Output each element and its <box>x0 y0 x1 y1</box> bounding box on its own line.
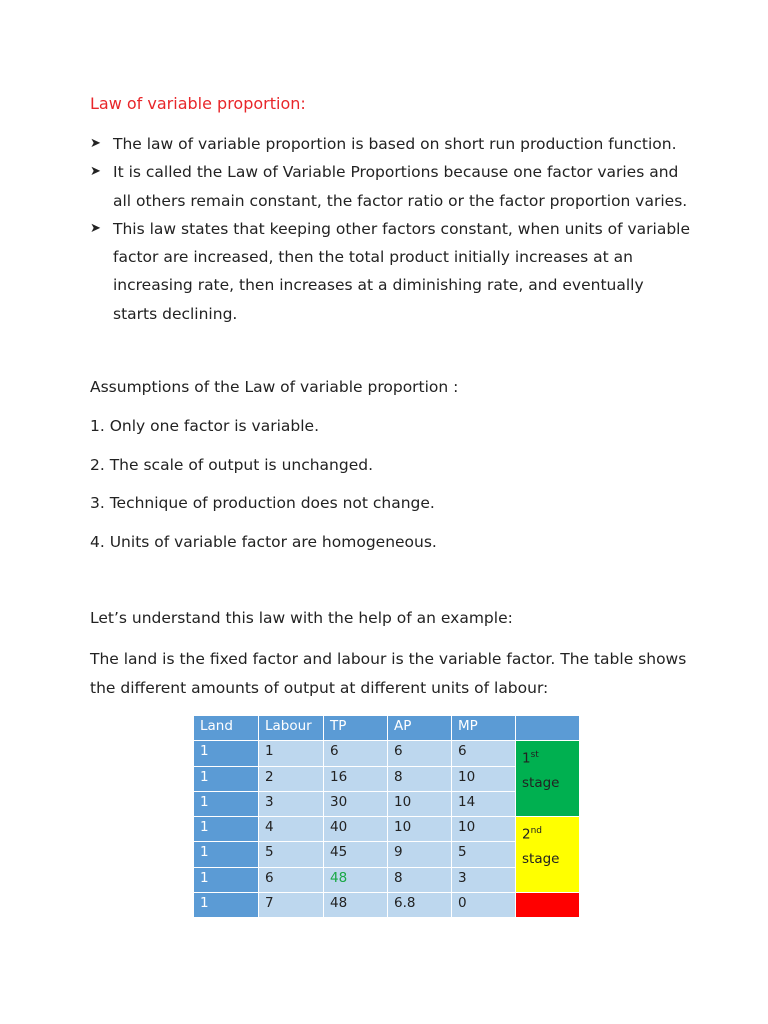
tp-cell: 45 <box>324 842 388 867</box>
mp-cell: 0 <box>452 893 516 918</box>
example-heading: Let’s understand this law with the help of an example: <box>90 609 513 627</box>
arrow-bullet-icon: ➤ <box>90 136 101 151</box>
labour-cell: 3 <box>259 791 324 816</box>
stage-1-cell <box>516 741 580 817</box>
bullet-item <box>90 158 690 215</box>
section-title: Law of variable proportion: <box>90 94 306 113</box>
bullet-list <box>90 130 690 328</box>
mp-cell: 14 <box>452 791 516 816</box>
stage-2-cell <box>516 817 580 893</box>
land-cell: 1 <box>194 817 259 842</box>
arrow-bullet-icon: ➤ <box>90 220 101 236</box>
mp-cell: 5 <box>452 842 516 867</box>
header-labour: Labour <box>259 716 324 741</box>
tp-cell: 48 <box>324 893 388 918</box>
stage-word: stage <box>522 850 560 867</box>
stage-ordinal: nd <box>530 826 543 837</box>
tp-cell: 16 <box>324 766 388 791</box>
land-cell: 1 <box>194 842 259 867</box>
bullet-text: This law states that keeping other factors constant, when units of variable factor are increased, then the total product initially increases at an increasing rate, then increases at a diminishing rate, and eventually starts declining. <box>113 219 690 323</box>
ap-cell: 10 <box>388 791 452 816</box>
production-table <box>193 715 580 918</box>
assumptions-heading: Assumptions of the Law of variable proportion : <box>90 378 459 396</box>
tp-cell: 6 <box>324 741 388 766</box>
table-row <box>194 741 580 766</box>
bullet-text: The law of variable proportion is based on short run production function. <box>113 135 677 153</box>
bullet-text: It is called the Law of Variable Proportions because one factor varies and all others remain constant, the factor ratio or the factor proportion varies. <box>113 163 688 210</box>
land-cell: 1 <box>194 766 259 791</box>
labour-cell: 2 <box>259 766 324 791</box>
table-row <box>194 893 580 918</box>
header-land: Land <box>194 716 259 741</box>
mp-cell: 10 <box>452 766 516 791</box>
assumption-item: 1. Only one factor is variable. <box>90 417 320 435</box>
labour-cell: 6 <box>259 867 324 892</box>
header-stage <box>516 716 580 741</box>
assumption-item: 4. Units of variable factor are homogeneous. <box>90 533 437 552</box>
assumption-item: 2. The scale of output is unchanged. <box>90 455 374 474</box>
bullet-item <box>90 130 690 158</box>
table-row <box>194 817 580 842</box>
tp-cell: 40 <box>324 817 388 842</box>
mp-cell: 6 <box>452 741 516 766</box>
stage-number: 1 <box>522 750 531 767</box>
labour-cell: 1 <box>259 741 324 766</box>
ap-cell: 9 <box>388 842 452 867</box>
tp-cell: 30 <box>324 791 388 816</box>
land-cell: 1 <box>194 741 259 766</box>
labour-cell: 7 <box>259 893 324 918</box>
ap-cell: 6 <box>388 741 452 766</box>
land-cell: 1 <box>194 791 259 816</box>
header-mp: MP <box>452 716 516 741</box>
assumption-item: 3. Technique of production does not change. <box>90 494 435 513</box>
header-tp: TP <box>324 716 388 741</box>
example-paragraph: The land is the fixed factor and labour is the variable factor. The table shows the different amounts of output at different units of labour: <box>90 650 687 697</box>
bullet-item <box>90 215 690 328</box>
ap-cell: 8 <box>388 867 452 892</box>
arrow-bullet-icon: ➤ <box>90 164 101 180</box>
labour-cell: 4 <box>259 817 324 842</box>
land-cell: 1 <box>194 893 259 918</box>
header-ap: AP <box>388 716 452 741</box>
mp-cell: 3 <box>452 867 516 892</box>
stage-word: stage <box>522 774 560 791</box>
stage-ordinal: st <box>530 750 539 761</box>
stage-number: 2 <box>522 826 531 843</box>
assumptions-list <box>90 413 437 568</box>
ap-cell: 8 <box>388 766 452 791</box>
land-cell: 1 <box>194 867 259 892</box>
table-header-row <box>194 716 580 741</box>
stage-3-cell <box>516 893 580 918</box>
labour-cell: 5 <box>259 842 324 867</box>
ap-cell: 10 <box>388 817 452 842</box>
ap-cell: 6.8 <box>388 893 452 918</box>
mp-cell: 10 <box>452 817 516 842</box>
tp-cell-highlight: 48 <box>324 867 388 892</box>
